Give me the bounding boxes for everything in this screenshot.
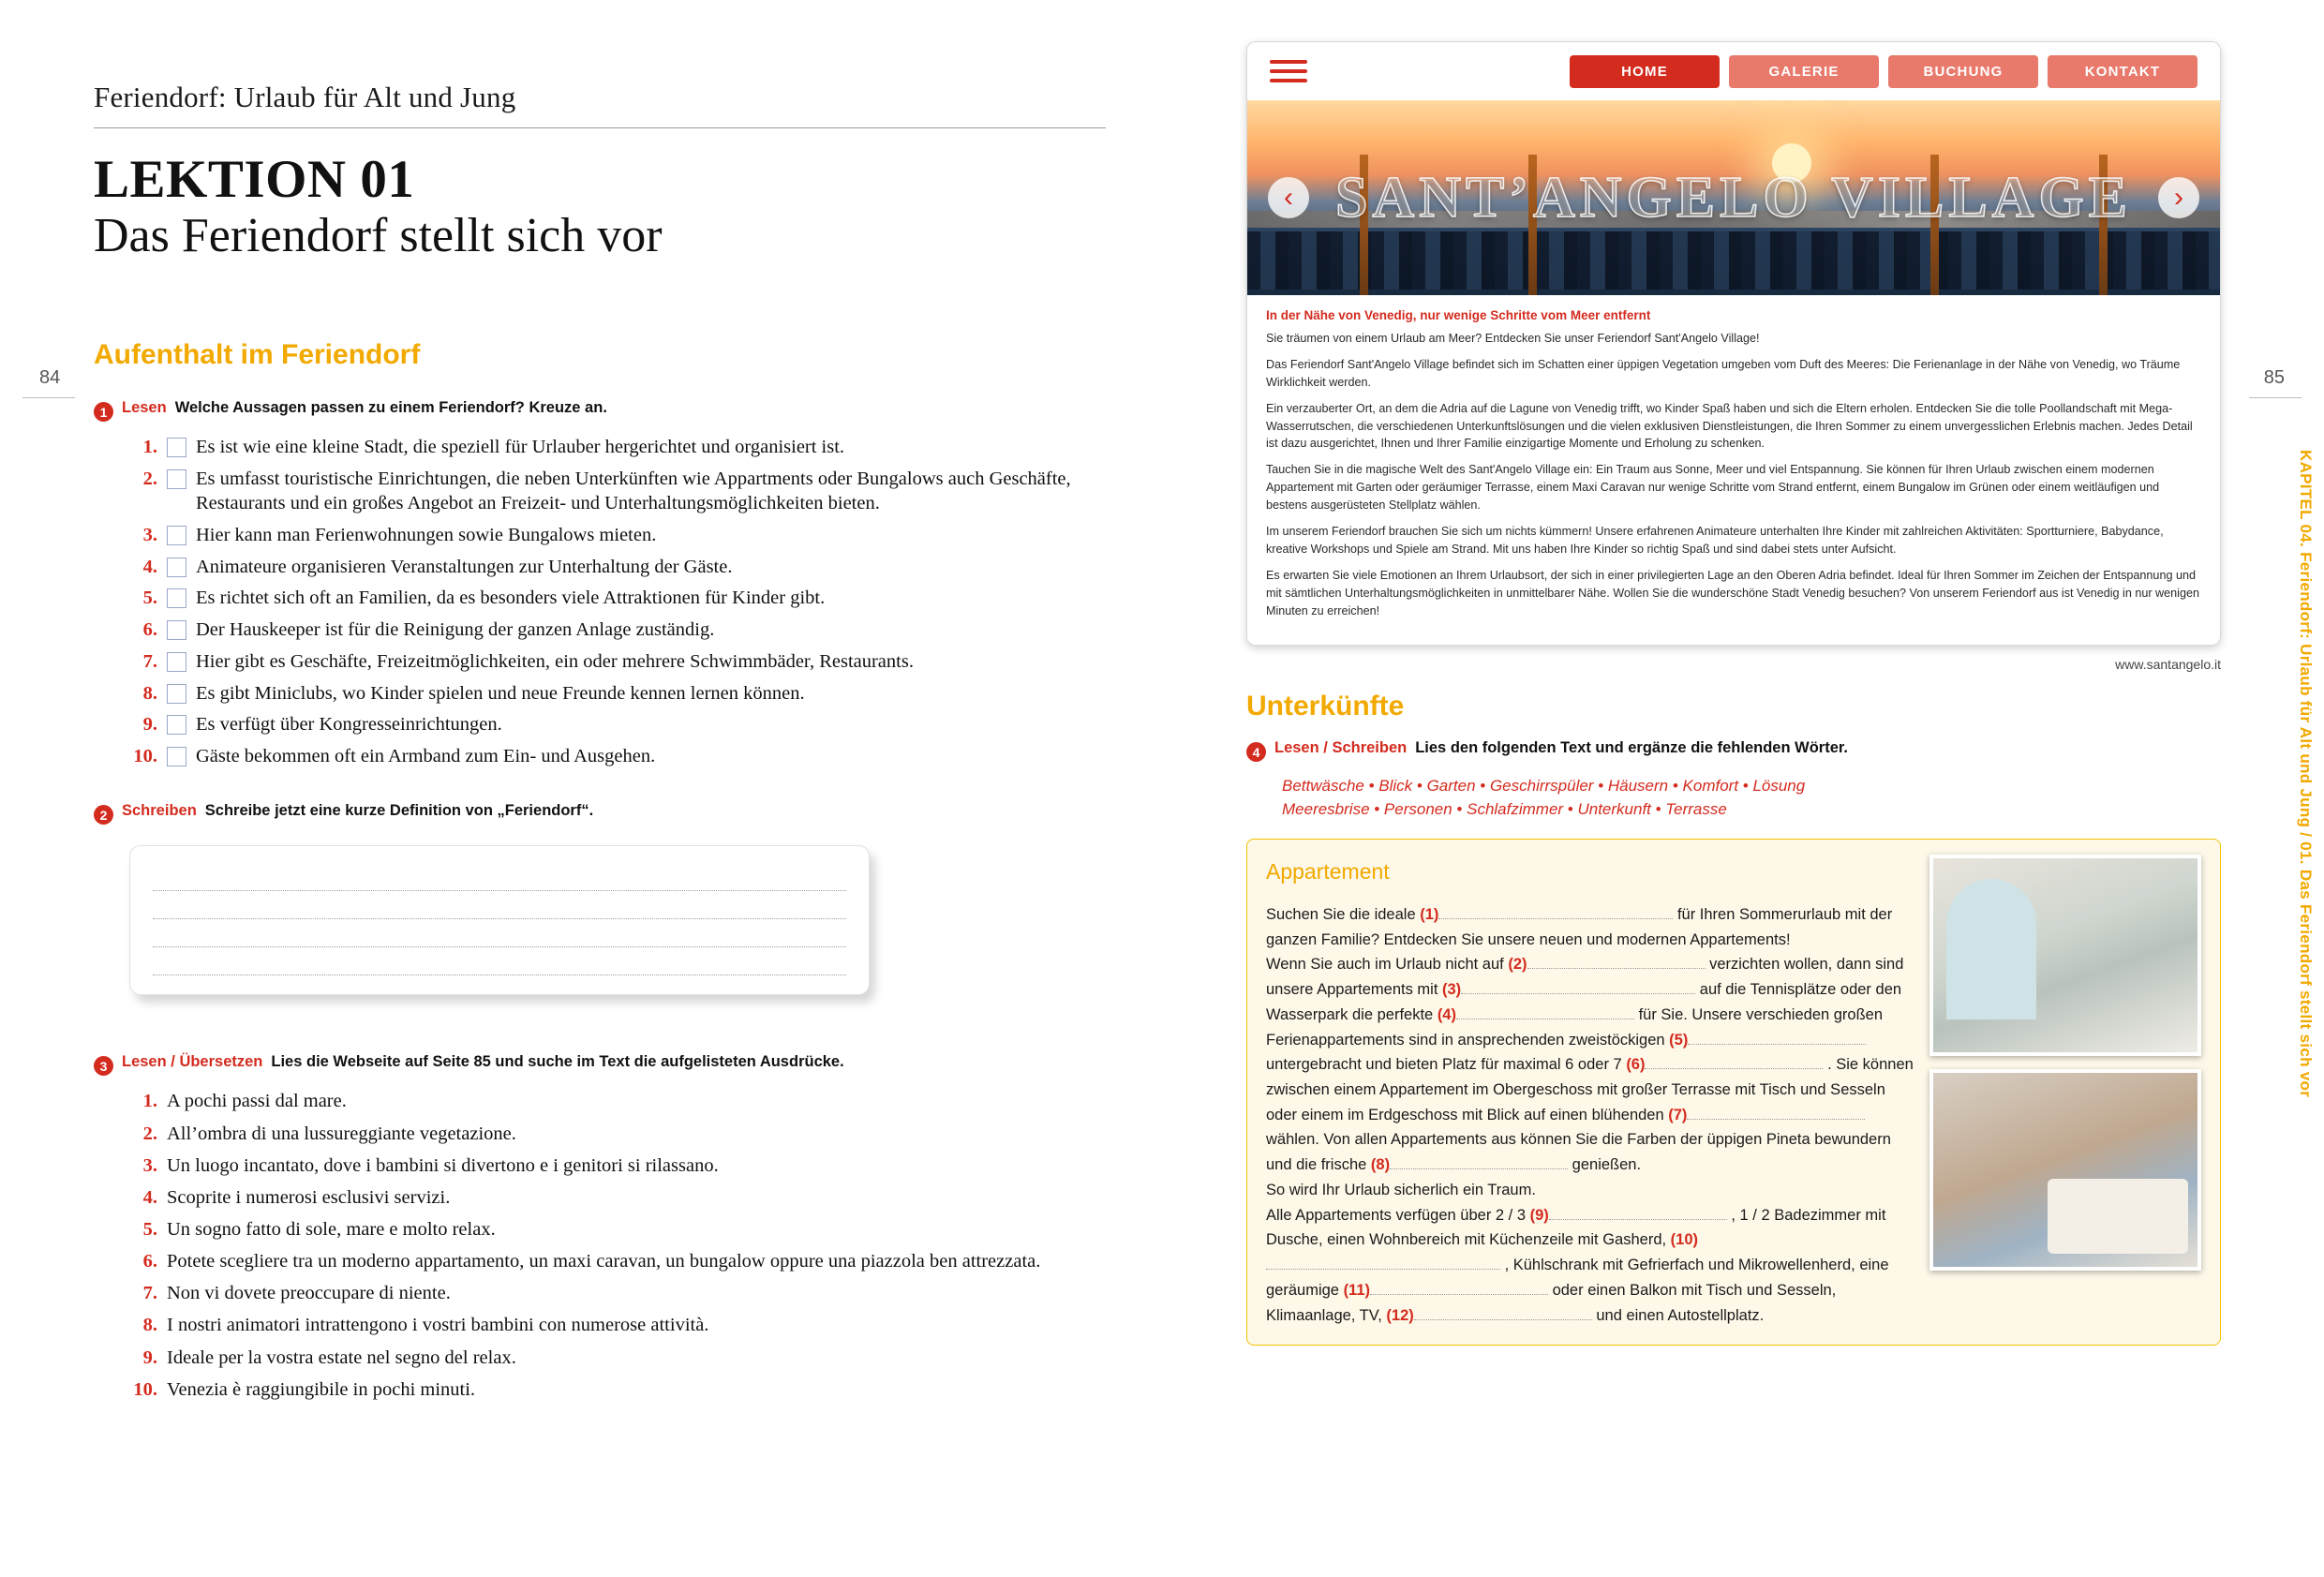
item-number: 5. bbox=[142, 1218, 157, 1240]
write-line[interactable] bbox=[153, 947, 846, 975]
page-subtitle: Das Feriendorf stellt sich vor bbox=[94, 209, 663, 263]
list-item bbox=[129, 435, 1106, 459]
site-paragraph: Es erwarten Sie viele Emotionen an Ihrem Urlaubsort, der sich in einer privilegierten Lage an den Oberen Adria befindet. Ideal für Ihren Sommer im Zeichen der Entspannung und mit sämtlichen Unterhaltungsmöglichkeiten in unmittelbarer Nähe. Wollen Sie die wunderschöne Stadt Venedig besuchen? Von unserem Feriendorf aus ist Venedig in nur wenigen Minuten zu erreichen! bbox=[1266, 568, 2199, 617]
gap-blank[interactable] bbox=[1461, 980, 1695, 994]
word-bank bbox=[1282, 775, 2221, 821]
site-paragraph: Tauchen Sie in die magische Welt des Sant'Angelo Village ein: Ein Traum aus Sonne, Meer und viel Entspannung. Sie können für Ihren Urlaub zwischen einem modernen Appartement mit Garten oder geräumiger Terrasse, einem Maxi Caravan nur wenige Schritte vom Strand entfernt, einem Bungalow im Grünen oder einem weitläufigen und bestens ausgerüsteten Stellplatz wählen. bbox=[1266, 463, 2160, 513]
item-text: Es umfasst touristische Einrichtungen, die neben Unterkünften wie Appartments oder Bungalows auch Geschäfte, Restaurants und ein großes Angebot an Freizeit- und Unterhaltungsmöglichkeiten bieten. bbox=[196, 469, 1071, 514]
page-rule-left bbox=[22, 397, 75, 398]
photo-bedroom bbox=[1929, 1069, 2201, 1271]
list-item bbox=[129, 523, 1106, 547]
item-number: 2. bbox=[142, 469, 157, 490]
item-number: 5. bbox=[142, 588, 157, 609]
item-text: Non vi dovete preoccupare di niente. bbox=[167, 1283, 451, 1304]
list-item bbox=[129, 555, 1106, 579]
list-item bbox=[129, 1153, 1106, 1179]
appartement-card bbox=[1246, 839, 2221, 1346]
task-3-header bbox=[94, 1053, 1106, 1076]
list-item bbox=[129, 586, 1106, 610]
nav-item-buchung[interactable]: BUCHUNG bbox=[1888, 55, 2038, 88]
gap-blank[interactable] bbox=[1370, 1281, 1548, 1295]
item-text: Ideale per la vostra estate nel segno del relax. bbox=[167, 1346, 516, 1368]
item-number: 10. bbox=[133, 746, 157, 767]
task-3-number: 3 bbox=[94, 1056, 113, 1076]
photo-terrace bbox=[1929, 855, 2201, 1056]
gap-number: (6) bbox=[1626, 1056, 1646, 1074]
page-number-left: 84 bbox=[39, 367, 61, 388]
site-paragraph: Ein verzauberter Ort, an dem die Adria auf die Lagune von Venedig trifft, wo Kinder Spaß haben und sich die Eltern erholen. Entdecken Sie die tolle Poollandschaft mit Mega-Wasserrutschen, die verschiedenen Unterkunftslösungen und die vielen exklusiven Dienstleistungen, die Ihren Sommer zu einem unvergesslichen Erlebnis machen. Jedes Detail ist dazu ausgerichtet, Ihnen und Ihrer Familie einzigartige Momente und Erholung zu schenken. bbox=[1266, 401, 2193, 451]
write-line[interactable] bbox=[153, 891, 846, 919]
item-text: Un luogo incantato, dove i bambini si divertono e i genitori si rilassano. bbox=[167, 1154, 719, 1176]
site-menu bbox=[1570, 55, 2205, 88]
task-4-number: 4 bbox=[1246, 742, 1266, 762]
item-text: Der Hauskeeper ist für die Reinigung der ganzen Anlage zuständig. bbox=[196, 619, 715, 641]
item-text: Es ist wie eine kleine Stadt, die speziell für Urlauber hergerichtet und organisiert ist. bbox=[196, 437, 845, 458]
carousel-prev-icon[interactable]: ‹ bbox=[1268, 177, 1309, 218]
nav-item-galerie[interactable]: GALERIE bbox=[1729, 55, 1879, 88]
item-number: 9. bbox=[142, 714, 157, 736]
page-rule-right bbox=[2249, 397, 2302, 398]
site-navbar bbox=[1247, 42, 2220, 100]
task-3-list bbox=[94, 1089, 1106, 1402]
task-4-header bbox=[1246, 739, 2221, 762]
item-text: A pochi passi dal mare. bbox=[167, 1091, 347, 1112]
task-2-verb: Schreiben bbox=[122, 802, 197, 820]
checkbox[interactable] bbox=[167, 715, 186, 735]
task-2-number: 2 bbox=[94, 805, 113, 825]
item-number: 7. bbox=[142, 1283, 157, 1304]
task-4 bbox=[1246, 739, 2221, 1346]
list-item bbox=[129, 1313, 1106, 1338]
item-text: Un sogno fatto di sole, mare e molto relax. bbox=[167, 1218, 496, 1240]
item-text: Scoprite i numerosi esclusivi servizi. bbox=[167, 1186, 451, 1208]
checkbox[interactable] bbox=[167, 438, 186, 457]
hero-banner bbox=[1247, 100, 2220, 295]
task-1-verb: Lesen bbox=[122, 399, 167, 417]
word-bank-line-2: Meeresbrise • Personen • Schlafzimmer • Unterkunft • Terrasse bbox=[1282, 800, 1727, 819]
item-number: 3. bbox=[142, 525, 157, 546]
task-2 bbox=[94, 802, 1106, 995]
checkbox[interactable] bbox=[167, 620, 186, 640]
list-item bbox=[129, 1089, 1106, 1114]
task-1-instruction: Welche Aussagen passen zu einem Feriendorf? Kreuze an. bbox=[174, 399, 607, 417]
item-number: 3. bbox=[142, 1154, 157, 1176]
word-bank-line-1: Bettwäsche • Blick • Garten • Geschirrspüler • Häusern • Komfort • Lösung bbox=[1282, 777, 1806, 796]
gap-number: (4) bbox=[1437, 1005, 1456, 1023]
gap-blank[interactable] bbox=[1645, 1055, 1823, 1069]
item-text: Gäste bekommen oft ein Armband zum Ein- und Ausgehen. bbox=[196, 746, 656, 767]
gap-number: (11) bbox=[1343, 1281, 1370, 1299]
list-item bbox=[129, 1217, 1106, 1242]
item-number: 8. bbox=[142, 1315, 157, 1336]
item-text: Es verfügt über Kongresseinrichtungen. bbox=[196, 714, 502, 736]
list-item bbox=[129, 1377, 1106, 1403]
section-title-unterkuenfte: Unterkünfte bbox=[1246, 691, 1405, 722]
item-number: 9. bbox=[142, 1346, 157, 1368]
list-item bbox=[129, 712, 1106, 736]
appartement-card-title: Appartement bbox=[1266, 858, 1390, 884]
item-number: 4. bbox=[142, 1186, 157, 1208]
answer-lines-card[interactable] bbox=[129, 845, 870, 995]
hero-title: SANT’ANGELO VILLAGE bbox=[1334, 165, 2133, 230]
site-paragraphs bbox=[1266, 330, 2201, 619]
item-number: 6. bbox=[142, 619, 157, 641]
write-line[interactable] bbox=[153, 863, 846, 891]
gap-blank[interactable] bbox=[1438, 905, 1673, 919]
item-number: 6. bbox=[142, 1251, 157, 1272]
task-1-number: 1 bbox=[94, 402, 113, 422]
gap-number: (2) bbox=[1508, 956, 1527, 974]
item-text: Hier gibt es Geschäfte, Freizeitmöglichkeiten, ein oder mehrere Schwimmbäder, Restaurants. bbox=[196, 650, 914, 672]
section-title-aufenthalt: Aufenthalt im Feriendorf bbox=[94, 339, 421, 371]
chapter-kicker: Feriendorf: Urlaub für Alt und Jung bbox=[94, 81, 516, 113]
task-4-instruction: Lies den folgenden Text und ergänze die fehlenden Wörter. bbox=[1415, 739, 1848, 757]
task-3 bbox=[94, 1053, 1106, 1402]
item-number: 2. bbox=[142, 1123, 157, 1144]
item-number: 4. bbox=[142, 556, 157, 577]
task-3-verb: Lesen / Übersetzen bbox=[122, 1053, 263, 1071]
carousel-next-icon[interactable]: › bbox=[2158, 177, 2199, 218]
list-item bbox=[129, 744, 1106, 768]
gap-blank[interactable] bbox=[1687, 1106, 1865, 1120]
kicker-divider bbox=[94, 127, 1106, 128]
page-number-right: 85 bbox=[2263, 367, 2285, 388]
gap-number: (8) bbox=[1370, 1156, 1391, 1174]
list-item bbox=[129, 1249, 1106, 1274]
gap-blank[interactable] bbox=[1390, 1155, 1568, 1169]
gap-blank[interactable] bbox=[1549, 1206, 1727, 1220]
site-article bbox=[1247, 295, 2220, 645]
list-item bbox=[129, 681, 1106, 706]
site-paragraph: Sie träumen von einem Urlaub am Meer? Entdecken Sie unser Feriendorf Sant'Angelo Village! bbox=[1266, 332, 1760, 345]
gap-blank[interactable] bbox=[1414, 1306, 1592, 1320]
page-title: LEKTION 01 bbox=[94, 150, 415, 209]
right-page bbox=[1209, 0, 2324, 1577]
gap-number: (5) bbox=[1669, 1031, 1689, 1049]
gap-number: (1) bbox=[1420, 906, 1439, 923]
list-item bbox=[129, 467, 1106, 515]
website-mockup bbox=[1246, 41, 2221, 646]
gap-blank[interactable] bbox=[1266, 1256, 1500, 1270]
item-text: I nostri animatori intrattengono i vostri bambini con numerose attività. bbox=[167, 1315, 709, 1336]
site-headline: In der Nähe von Venedig, nur wenige Schritte vom Meer entfernt bbox=[1266, 308, 1651, 322]
hamburger-menu-icon[interactable] bbox=[1270, 60, 1307, 82]
item-number: 1. bbox=[142, 437, 157, 458]
photo-column bbox=[1929, 855, 2201, 1328]
item-text: Es richtet sich oft an Familien, da es besonders viele Attraktionen für Kinder gibt. bbox=[196, 588, 826, 609]
gap-blank[interactable] bbox=[1527, 955, 1706, 969]
site-paragraph: Das Feriendorf Sant'Angelo Village befindet sich im Schatten einer üppigen Vegetation umgeben vom Duft des Meeres: Die Ferienanlage in der Nähe von Venedig, wo Träume Wirklichkeit werden. bbox=[1266, 357, 2181, 389]
list-item bbox=[129, 649, 1106, 674]
gap-number: (10) bbox=[1670, 1231, 1699, 1249]
task-2-instruction: Schreibe jetzt eine kurze Definition von „Feriendorf“. bbox=[204, 802, 594, 820]
gap-blank[interactable] bbox=[1688, 1031, 1866, 1045]
item-text: Animateure organisieren Veranstaltungen zur Unterhaltung der Gäste. bbox=[196, 556, 733, 577]
side-chapter-tab: KAPITEL 04. Feriendorf: Urlaub für Alt und Jung / 01. Das Feriendorf stellt sich vor bbox=[2297, 450, 2315, 1098]
checkbox[interactable] bbox=[167, 526, 186, 545]
checkbox[interactable] bbox=[167, 588, 186, 608]
item-text: Potete scegliere tra un moderno appartamento, un maxi caravan, un bungalow oppure una piazzola ben attrezzata. bbox=[167, 1251, 1041, 1272]
list-item bbox=[129, 617, 1106, 642]
task-1 bbox=[94, 399, 1106, 768]
checkbox[interactable] bbox=[167, 469, 186, 489]
cloze-text[interactable]: Suchen Sie die ideale (1) für Ihren Sommerurlaub mit der ganzen Familie? Entdecken Sie unsere neuen und modernen Appartements! Wenn Sie auch im Urlaub nicht auf (2) verzichten wollen, dann sind unsere Appartements mit (3) auf die Tennisplätze oder den Wasserpark die perfekte (4) für Sie. Unsere verschieden großen Ferienappartements sind in ansprechenden zweistöckigen (5) untergebracht und bieten Platz für maximal 6 oder 7 (6) . Sie können zwischen einem Appartement im Obergeschoss mit großer Terrasse mit Tisch und Sesseln oder einem im Erdgeschoss mit Blick auf einen blühenden (7) wählen. Von allen Appartements aus können Sie die Farben der üppigen Pineta bewundern und die frische (8) genießen. So wird Ihr Urlaub sicherlich ein Traum. Alle Appartements verfügen über 2 / 3 (9) , 1 / 2 Badezimmer mit Dusche, einen Wohnbereich mit Küchenzeile mit Gasherd, (10) , Kühlschrank mit Gefrierfach und Mikrowellenherd, eine geräumige (11) oder einen Balkon mit Tisch und Sesseln, Klimaanlage, TV, (12) und einen Autostellplatz. bbox=[1266, 906, 1914, 1324]
write-line[interactable] bbox=[153, 919, 846, 947]
checkbox[interactable] bbox=[167, 652, 186, 672]
nav-item-kontakt[interactable]: KONTAKT bbox=[2048, 55, 2197, 88]
site-paragraph: Im unserem Feriendorf brauchen Sie sich um nichts kümmern! Unsere erfahrenen Animateure unterhalten Ihre Kinder mit zahlreichen Aktivitäten: Sportturniere, Babydance, kreative Workshops und Spiele am Strand. Mit uns haben Ihre Kinder so richtig Spaß und sind dabei stets unter Aufsicht. bbox=[1266, 525, 2164, 556]
task-1-list bbox=[94, 435, 1106, 768]
task-3-instruction: Lies die Webseite auf Seite 85 und suche im Text die aufgelisteten Ausdrücke. bbox=[271, 1053, 844, 1071]
gap-number: (7) bbox=[1668, 1106, 1688, 1123]
nav-item-home[interactable]: HOME bbox=[1570, 55, 1720, 88]
item-number: 10. bbox=[133, 1378, 157, 1400]
list-item bbox=[129, 1122, 1106, 1147]
item-number: 7. bbox=[142, 650, 157, 672]
item-text: Es gibt Miniclubs, wo Kinder spielen und neue Freunde kennen lernen können. bbox=[196, 682, 805, 704]
gap-number: (12) bbox=[1386, 1306, 1414, 1324]
gap-number: (9) bbox=[1529, 1206, 1549, 1224]
task-1-header bbox=[94, 399, 1106, 422]
list-item bbox=[129, 1185, 1106, 1211]
task-4-verb: Lesen / Schreiben bbox=[1274, 739, 1408, 757]
item-number: 1. bbox=[142, 1091, 157, 1112]
gap-blank[interactable] bbox=[1456, 1005, 1634, 1019]
gap-number: (3) bbox=[1442, 981, 1462, 999]
item-text: All’ombra di una lussureggiante vegetazione. bbox=[167, 1123, 516, 1144]
list-item bbox=[129, 1281, 1106, 1306]
item-number: 8. bbox=[142, 682, 157, 704]
task-2-header bbox=[94, 802, 1106, 825]
checkbox[interactable] bbox=[167, 558, 186, 577]
list-item bbox=[129, 1346, 1106, 1371]
item-text: Venezia è raggiungibile in pochi minuti. bbox=[167, 1378, 476, 1400]
item-text: Hier kann man Ferienwohnungen sowie Bungalows mieten. bbox=[196, 525, 657, 546]
checkbox[interactable] bbox=[167, 684, 186, 704]
website-url: www.santangelo.it bbox=[2115, 657, 2221, 673]
checkbox[interactable] bbox=[167, 747, 186, 766]
